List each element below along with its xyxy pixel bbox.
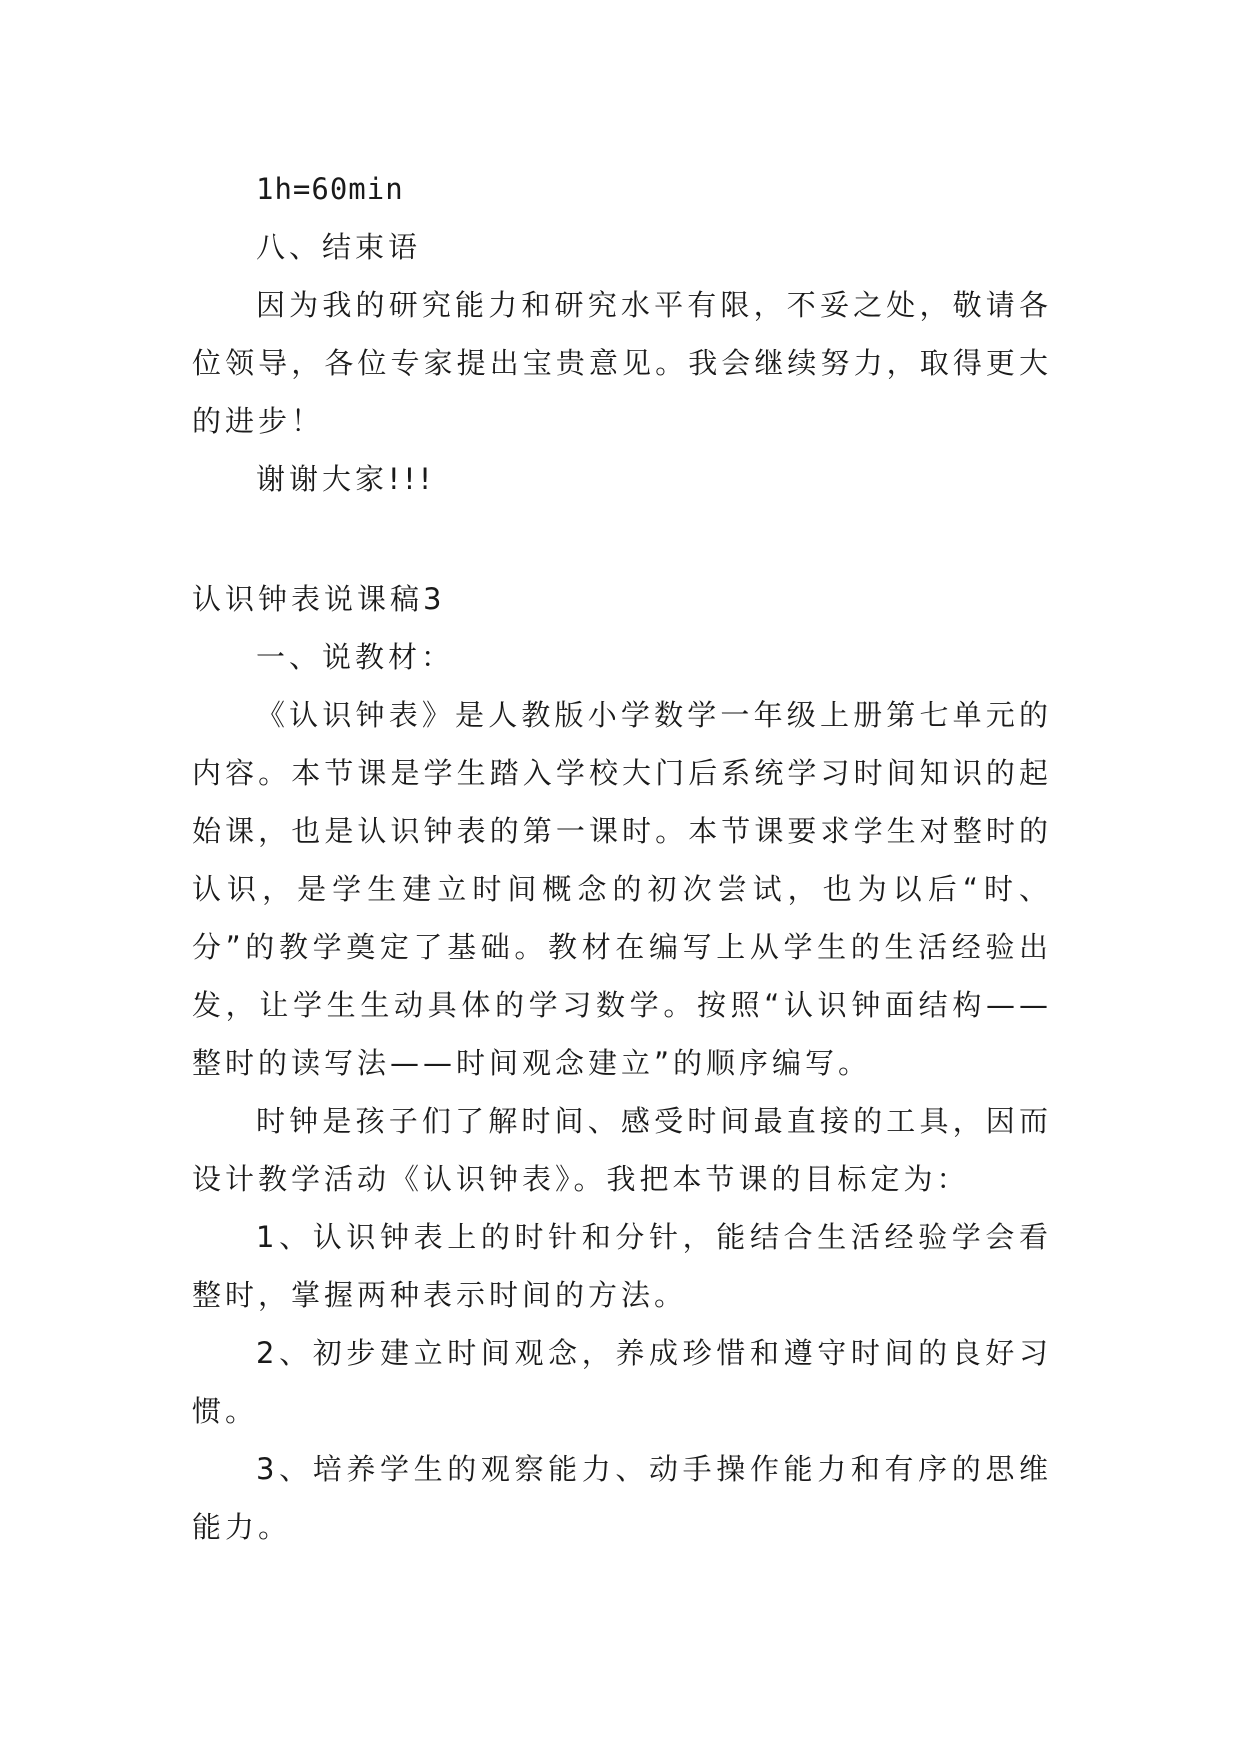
section-heading-textbook: 一、说教材： bbox=[256, 640, 455, 674]
closing-paragraph: 因为我的研究能力和研究水平有限，不妥之处，敬请各位领导，各位专家提出宝贵意见。我会继续努力，取得更大的进步！ bbox=[192, 288, 1052, 438]
document-title: 认识钟表说课稿3 bbox=[192, 582, 446, 616]
section-heading-conclusion: 八、结束语 bbox=[256, 230, 422, 264]
clock-paragraph: 时钟是孩子们了解时间、感受时间最直接的工具，因而设计教学活动《认识钟表》。我把本节课的目标定为： bbox=[192, 1104, 1052, 1196]
goal-item-2: 2、初步建立时间观念，养成珍惜和遵守时间的良好习惯。 bbox=[192, 1336, 1052, 1428]
section-gap bbox=[192, 508, 1052, 570]
goal-item-3: 3、培养学生的观察能力、动手操作能力和有序的思维能力。 bbox=[192, 1452, 1052, 1544]
textbook-paragraph: 《认识钟表》是人教版小学数学一年级上册第七单元的内容。本节课是学生踏入学校大门后系统学习时间知识的起始课，也是认识钟表的第一课时。本节课要求学生对整时的认识，是学生建立时间概念的初次尝试，也为以后“时、分”的教学奠定了基础。教材在编写上从学生的生活经验出发，让学生生动具体的学习数学。按照“认识钟面结构——整时的读写法——时间观念建立”的顺序编写。 bbox=[192, 698, 1052, 1080]
formula-line: 1h=60min bbox=[256, 172, 404, 206]
thanks-line: 谢谢大家!!! bbox=[256, 462, 435, 496]
document-body bbox=[192, 160, 1052, 1556]
goal-item-1: 1、认识钟表上的时针和分针，能结合生活经验学会看整时，掌握两种表示时间的方法。 bbox=[192, 1220, 1052, 1312]
